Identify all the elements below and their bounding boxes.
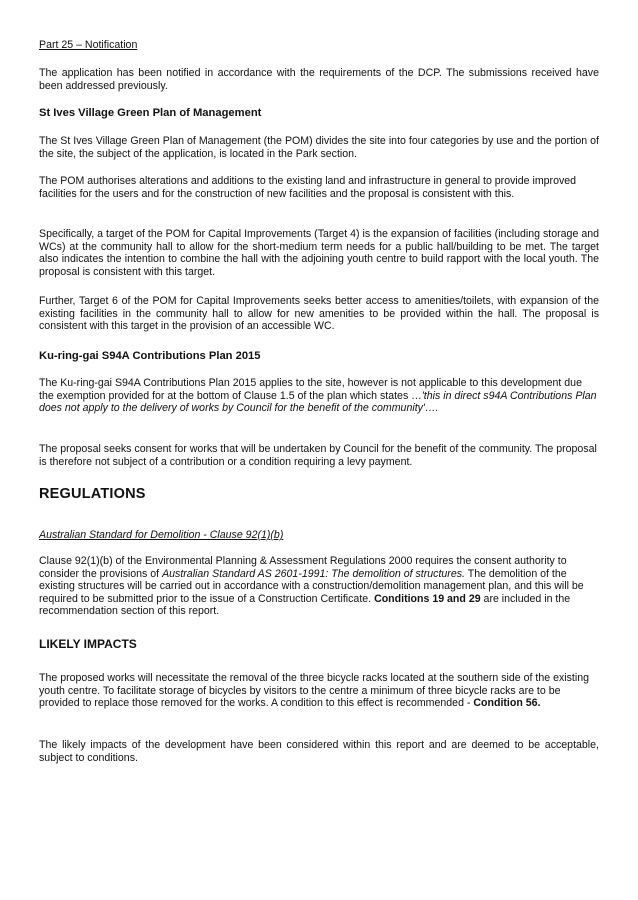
regulations-text-a: Clause 92(1)(b) of the Environmental Planning & Assessment Regulations 2000 requires the consent authority to consider the provisions of (39, 555, 567, 580)
pom-paragraph-3: Specifically, a target of the POM for Capital Improvements (Target 4) is the expansion of facilities (including storage and WCs) at the community hall to allow for the short-medium term needs for a public hall/building to be met. The target also indicates the intention to combine the hall with the adjoining youth centre to build rapport with the local youth. The proposal is consistent with this target. (39, 228, 599, 278)
regulations-paragraph (39, 555, 599, 618)
contributions-paragraph-1 (39, 377, 599, 415)
part25-paragraph: The application has been notified in accordance with the requirements of the DCP. The submissions received have been addressed previously. (39, 67, 599, 92)
regulations-text-b: The demolition of the existing structures will be carried out in accordance with a construction/demolition management plan, and this will be required to be submitted prior to the issue of a Construction Certificate. (39, 567, 584, 605)
impacts-condition: Condition 56. (473, 697, 541, 710)
impacts-heading: LIKELY IMPACTS (39, 637, 137, 651)
impacts-paragraph-2: The likely impacts of the development have been considered within this report and are deemed to be acceptable, subject to conditions. (39, 739, 599, 764)
impacts-text: The proposed works will necessitate the removal of the three bicycle racks located at the southern side of the existing youth centre. To facilitate storage of bicycles by visitors to the centre a minimum of three bicycle racks are to be provided to replace those removed for the works. A condition to this effect is recommended - (39, 672, 589, 710)
regulations-subheading (39, 529, 599, 542)
contributions-quote: 'this in direct s94A Contributions Plan does not apply to the delivery of works by Council for the benefit of the community'…. (39, 389, 597, 415)
regulations-subheading-text: Australian Standard for Demolition - Clause 92(1)(b) (39, 529, 284, 541)
regulations-text-c: are included in the recommendation section of this report. (39, 592, 571, 618)
regulations-heading: REGULATIONS (39, 486, 146, 502)
regulations-conditions: Conditions 19 and 29 (374, 592, 481, 605)
pom-paragraph-4: Further, Target 6 of the POM for Capital Improvements seeks better access to amenities/toilets, with expansion of the existing facilities in the community hall to allow for new amenities to be provided within the hall. The proposal is consistent with this target in the provision of an accessible WC. (39, 295, 599, 333)
contributions-text: The Ku-ring-gai S94A Contributions Plan 2015 applies to the site, however is not applicable to this development due the exemption provided for at the bottom of Clause 1.5 of the plan which states … (39, 377, 582, 402)
impacts-paragraph-1 (39, 672, 599, 710)
pom-paragraph-2: The POM authorises alterations and additions to the existing land and infrastructure in general to provide improved facilities for the users and for the construction of new facilities and the proposal is consistent with this. (39, 175, 577, 200)
regulations-standard: Australian Standard AS 2601-1991: The demolition of structures. (162, 567, 465, 580)
contributions-heading: Ku-ring-gai S94A Contributions Plan 2015 (39, 350, 261, 362)
contributions-paragraph-2: The proposal seeks consent for works that will be undertaken by Council for the benefit of the community. The proposal is therefore not subject of a contribution or a condition requiring a levy payment. (39, 443, 597, 468)
part25-heading: Part 25 – Notification (39, 39, 138, 51)
pom-paragraph-1: The St Ives Village Green Plan of Management (the POM) divides the site into four categories by use and the portion of the site, the subject of the application, is located in the Park section. (39, 135, 599, 160)
pom-heading: St Ives Village Green Plan of Management (39, 107, 262, 119)
